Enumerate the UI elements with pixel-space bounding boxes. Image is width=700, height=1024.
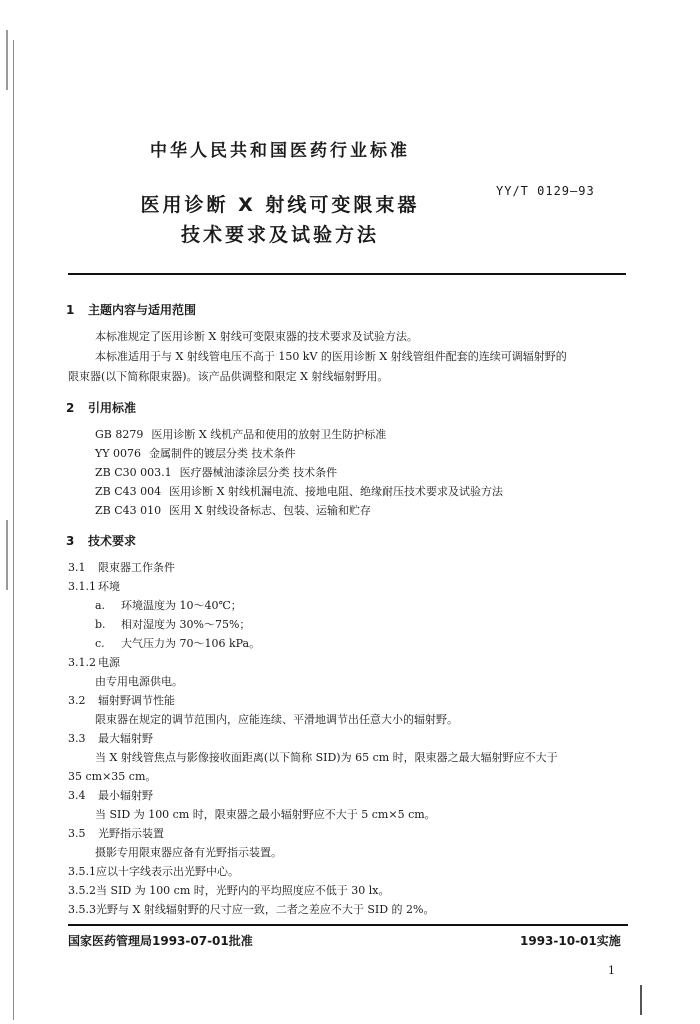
reference-item bbox=[95, 428, 386, 442]
clause-text: 光野与 X 射线辐射野的尺寸应一致，二者之差应不大于 SID 的 2%。 bbox=[96, 903, 435, 916]
clause-3-4 bbox=[68, 789, 153, 803]
section-1-paragraph-2: 本标准适用于与 X 射线管电压不高于 150 kV 的医用诊断 X 射线管组件配套的连续可调辐射野的 bbox=[95, 350, 567, 363]
section-title: 技术要求 bbox=[88, 534, 137, 548]
list-letter: b. bbox=[95, 618, 106, 631]
section-1-paragraph-1: 本标准规定了医用诊断 X 射线可变限束器的技术要求及试验方法。 bbox=[95, 330, 418, 343]
clause-number: 3.1 bbox=[68, 561, 86, 574]
reference-code: YY 0076 bbox=[95, 447, 142, 460]
document-title-line1: 医用诊断 X 射线可变限束器 bbox=[140, 194, 420, 216]
standard-number: YY/T 0129—93 bbox=[496, 184, 595, 198]
section-title: 引用标准 bbox=[88, 401, 137, 415]
reference-code: ZB C43 010 bbox=[95, 504, 162, 517]
clause-3-3-text: 当 X 射线管焦点与影像接收面距离(以下简称 SID)为 65 cm 时，限束器之最大辐射野应不大于 bbox=[95, 751, 558, 764]
list-item bbox=[95, 637, 260, 651]
clause-label: 最小辐射野 bbox=[98, 789, 153, 802]
clause-number: 3.1.2 bbox=[68, 656, 96, 669]
clause-number: 3.4 bbox=[68, 789, 86, 802]
scan-edge-mark bbox=[6, 30, 8, 90]
clause-3-3 bbox=[68, 732, 153, 746]
implementation-date: 1993-10-01实施 bbox=[520, 934, 621, 948]
page-number: 1 bbox=[608, 964, 615, 977]
reference-title: 医用诊断 X 线机产品和使用的放射卫生防护标准 bbox=[151, 428, 387, 441]
clause-label: 最大辐射野 bbox=[98, 732, 153, 745]
reference-item bbox=[95, 466, 337, 480]
section-1-paragraph-2-cont: 限束器(以下简称限束器)。该产品供调整和限定 X 射线辐射野用。 bbox=[68, 370, 389, 383]
clause-label: 电源 bbox=[98, 656, 120, 669]
clause-number: 3.5 bbox=[68, 827, 86, 840]
reference-code: GB 8279 bbox=[95, 428, 144, 441]
clause-label: 辐射野调节性能 bbox=[98, 694, 175, 707]
clause-3-1-1 bbox=[68, 580, 120, 594]
clause-number: 3.5.1 bbox=[68, 865, 96, 878]
section-number: 3 bbox=[66, 534, 75, 548]
list-letter: c. bbox=[95, 637, 105, 650]
clause-3-2 bbox=[68, 694, 175, 708]
clause-3-5-3 bbox=[68, 903, 434, 917]
section-number: 2 bbox=[66, 401, 75, 415]
clause-label: 环境 bbox=[98, 580, 120, 593]
clause-3-4-text: 当 SID 为 100 cm 时，限束器之最小辐射野应不大于 5 cm×5 cm。 bbox=[95, 808, 436, 821]
clause-3-1-2 bbox=[68, 656, 120, 670]
reference-item bbox=[95, 485, 503, 499]
reference-title: 医用 X 射线设备标志、包装、运输和贮存 bbox=[169, 504, 371, 517]
scan-edge-mark bbox=[6, 520, 8, 590]
reference-item bbox=[95, 504, 371, 518]
list-text: 相对湿度为 30%～75%； bbox=[121, 618, 251, 631]
clause-number: 3.2 bbox=[68, 694, 86, 707]
clause-number: 3.5.2 bbox=[68, 884, 96, 897]
clause-3-1 bbox=[68, 561, 175, 575]
list-text: 环境温度为 10～40℃； bbox=[121, 599, 242, 612]
section-2-heading bbox=[66, 399, 136, 416]
clause-number: 3.1.1 bbox=[68, 580, 96, 593]
section-title: 主题内容与适用范围 bbox=[88, 303, 197, 317]
clause-text: 当 SID 为 100 cm 时，光野内的平均照度应不低于 30 lx。 bbox=[96, 884, 390, 897]
clause-3-5-2 bbox=[68, 884, 389, 898]
list-item bbox=[95, 599, 242, 613]
clause-3-5-text: 摄影专用限束器应备有光野指示装置。 bbox=[95, 846, 282, 859]
section-number: 1 bbox=[66, 303, 75, 317]
clause-3-2-text: 限束器在规定的调节范围内，应能连续、平滑地调节出任意大小的辐射野。 bbox=[95, 713, 458, 726]
clause-number: 3.5.3 bbox=[68, 903, 96, 916]
section-3-heading bbox=[66, 532, 136, 549]
reference-title: 医疗器械油漆涂层分类 技术条件 bbox=[179, 466, 338, 479]
reference-code: ZB C30 003.1 bbox=[95, 466, 172, 479]
approval-statement: 国家医药管理局1993-07-01批准 bbox=[68, 934, 253, 948]
clause-3-5-1 bbox=[68, 865, 239, 879]
reference-code: ZB C43 004 bbox=[95, 485, 162, 498]
document-title-line2: 技术要求及试验方法 bbox=[180, 224, 379, 246]
section-1-heading bbox=[66, 301, 196, 318]
footer-rule bbox=[68, 924, 628, 926]
clause-3-3-text-cont: 35 cm×35 cm。 bbox=[68, 770, 157, 783]
list-item bbox=[95, 618, 250, 632]
standard-category-heading: 中华人民共和国医药行业标准 bbox=[150, 141, 410, 161]
reference-title: 金属制件的镀层分类 技术条件 bbox=[149, 447, 296, 460]
clause-number: 3.3 bbox=[68, 732, 86, 745]
clause-label: 光野指示装置 bbox=[98, 827, 164, 840]
binding-margin-line bbox=[13, 40, 14, 1020]
header-rule bbox=[68, 273, 626, 275]
list-text: 大气压力为 70～106 kPa。 bbox=[121, 637, 261, 650]
clause-3-5 bbox=[68, 827, 164, 841]
reference-title: 医用诊断 X 射线机漏电流、接地电阻、绝缘耐压技术要求及试验方法 bbox=[169, 485, 503, 498]
list-letter: a. bbox=[95, 599, 106, 612]
reference-item bbox=[95, 447, 296, 461]
clause-text: 应以十字线表示出光野中心。 bbox=[96, 865, 239, 878]
clause-label: 限束器工作条件 bbox=[98, 561, 175, 574]
scan-corner-mark bbox=[640, 985, 642, 1015]
clause-3-1-2-text: 由专用电源供电。 bbox=[95, 675, 183, 688]
